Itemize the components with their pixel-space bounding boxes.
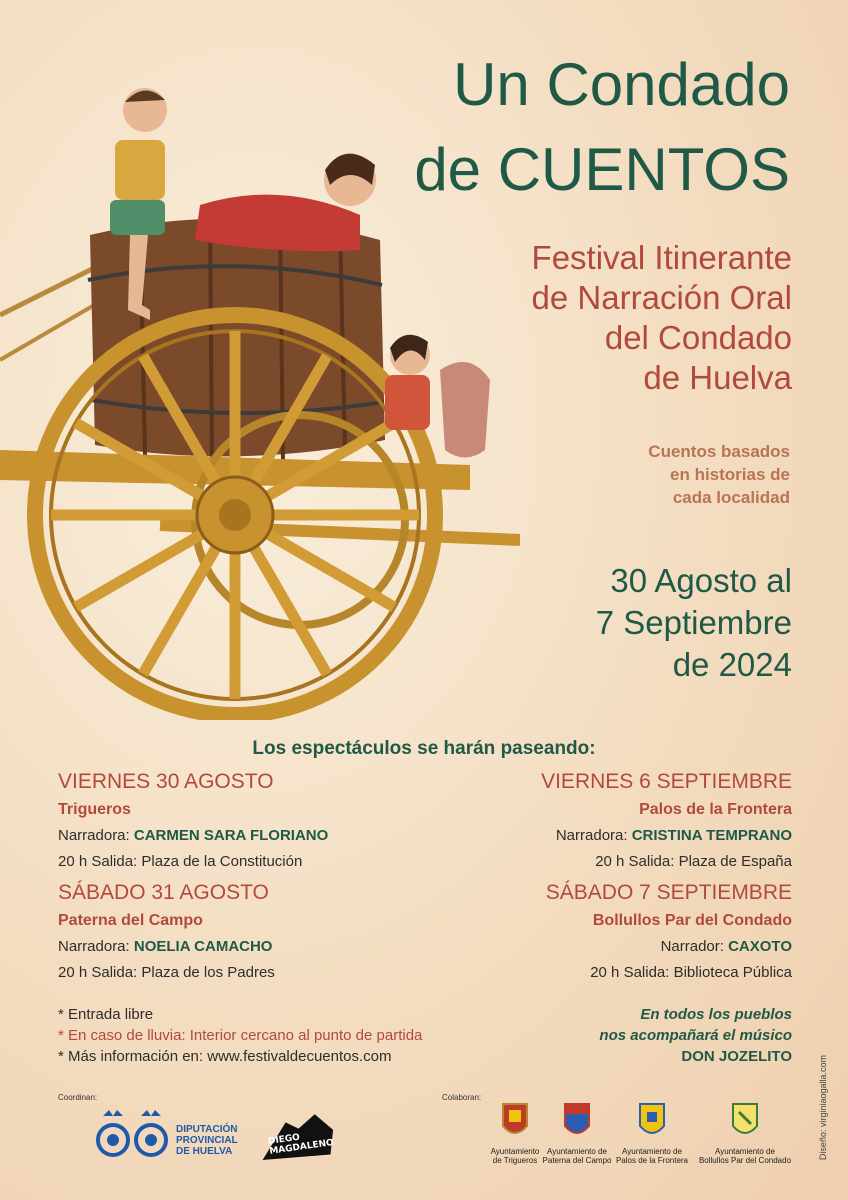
ayto-line: Ayuntamiento de [715, 1147, 775, 1156]
diego-magdaleno-logo [255, 1110, 339, 1168]
event-day: VIERNES 6 SEPTIEMBRE [541, 770, 792, 793]
coordinan-label: Coordinan: [58, 1093, 98, 1102]
based-line: cada localidad [672, 488, 790, 507]
dates-line: 30 Agosto al [610, 562, 792, 599]
music-line: nos acompañará el músico [599, 1027, 792, 1044]
ayto-paterna [542, 1100, 612, 1165]
narrator-role: Narrador: [660, 938, 724, 955]
ayto-label [614, 1147, 690, 1165]
event-narrator-line [58, 823, 328, 849]
note-rain: * En caso de lluvia: Interior cercano al punto de partida [58, 1027, 423, 1044]
based-line: Cuentos basados [648, 442, 790, 461]
title-line-1: Un Condado [453, 51, 790, 118]
coat-of-arms-icon [692, 1100, 798, 1142]
based-line: en historias de [670, 465, 790, 484]
narrator-name: CRISTINA TEMPRANO [631, 827, 792, 844]
narrator-name: CAXOTO [728, 938, 792, 955]
ayto-line: Palos de la Frontera [615, 1156, 689, 1165]
diputacion-logo [95, 1108, 170, 1163]
diego-text: DIEGO MAGDALENO [267, 1132, 335, 1157]
music-line: En todos los pueblos [640, 1006, 792, 1023]
coat-of-arms-icon [542, 1100, 612, 1142]
narrator-role: Narradora: [58, 938, 130, 955]
ayto-label [542, 1147, 612, 1165]
colaboran-label: Colaboran: [442, 1093, 482, 1102]
note-entry: * Entrada libre [58, 1006, 154, 1023]
event-place: Trigueros [58, 801, 131, 818]
event-trigueros [58, 767, 328, 875]
ayto-line: Ayuntamiento de [622, 1147, 682, 1156]
event-time: 20 h Salida: Biblioteca Pública [590, 964, 792, 981]
event-place: Bollullos Par del Condado [592, 912, 792, 929]
ayto-line: Paterna del Campo [542, 1156, 612, 1165]
ayto-line: Ayuntamiento [490, 1147, 540, 1156]
ayto-palos [614, 1100, 690, 1165]
event-narrator-line [546, 934, 792, 960]
design-credit: Diseño: virginiaogalla.com [818, 1055, 828, 1161]
diputacion-line: DIPUTACIÓN [176, 1124, 238, 1135]
diputacion-text [176, 1124, 238, 1157]
ayto-label [482, 1147, 548, 1165]
wheel [35, 315, 435, 715]
subtitle-line: de Huelva [643, 359, 792, 396]
event-time: 20 h Salida: Plaza de la Constitución [58, 853, 303, 870]
subtitle-line: Festival Itinerante [531, 239, 792, 276]
event-narrator-line [58, 934, 275, 960]
notes [58, 1004, 422, 1067]
narrator-name: NOELIA CAMACHO [133, 938, 273, 955]
festival-dates [596, 560, 792, 686]
dates-line: de 2024 [672, 646, 792, 683]
event-palos [541, 767, 792, 875]
shows-headline: Los espectáculos se harán paseando: [252, 738, 596, 759]
narrator-role: Narradora: [555, 827, 628, 844]
subtitle [532, 238, 792, 398]
event-place: Palos de la Frontera [639, 801, 792, 818]
diputacion-line: DE HUELVA [176, 1146, 233, 1157]
ayto-label [692, 1147, 798, 1165]
dates-line: 7 Septiembre [595, 604, 792, 641]
crown-shield-icon [95, 1108, 170, 1163]
event-paterna [58, 878, 275, 986]
coat-of-arms-icon [482, 1100, 548, 1142]
event-time: 20 h Salida: Plaza de España [595, 853, 792, 870]
event-narrator-line [541, 823, 792, 849]
ayto-bollullos [692, 1100, 798, 1165]
ayto-line: Bollullos Par del Condado [698, 1156, 792, 1165]
title-line-2: de CUENTOS [414, 136, 790, 203]
musician-name: DON JOZELITO [681, 1048, 792, 1065]
coat-of-arms-icon [614, 1100, 690, 1142]
event-day: SÁBADO 31 AGOSTO [58, 881, 269, 904]
diputacion-line: PROVINCIAL [176, 1135, 238, 1146]
event-bollullos [546, 878, 792, 986]
subtitle-line: del Condado [604, 319, 792, 356]
narrator-name: CARMEN SARA FLORIANO [133, 827, 329, 844]
ayto-trigueros [482, 1100, 548, 1165]
note-info: * Más información en: www.festivaldecuentos.com [58, 1048, 392, 1065]
ayto-line: de Trigueros [492, 1156, 538, 1165]
music-note [599, 1004, 792, 1067]
ayto-line: Ayuntamiento de [547, 1147, 607, 1156]
subtitle-line: de Narración Oral [531, 279, 792, 316]
event-time: 20 h Salida: Plaza de los Padres [58, 964, 275, 981]
narrator-role: Narradora: [58, 827, 130, 844]
event-place: Paterna del Campo [58, 912, 203, 929]
event-day: VIERNES 30 AGOSTO [58, 770, 274, 793]
based-note [648, 440, 790, 509]
event-day: SÁBADO 7 SEPTIEMBRE [545, 881, 792, 904]
